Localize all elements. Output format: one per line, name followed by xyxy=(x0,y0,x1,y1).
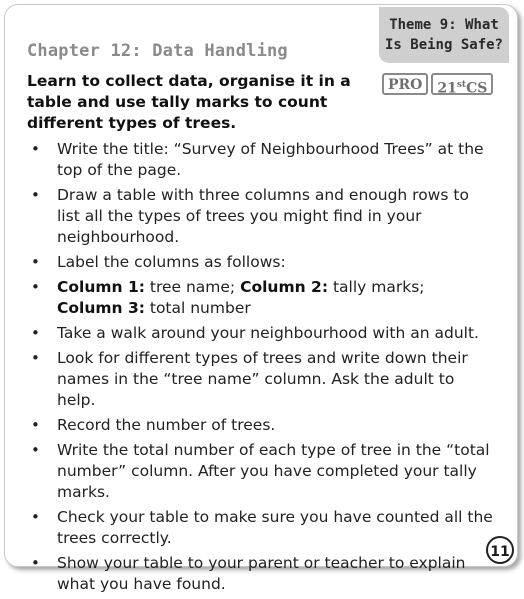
list-item-text: Check your table to make sure you have counted all the trees correctly. xyxy=(57,508,493,547)
badge-cs-number: 21 xyxy=(437,80,457,97)
list-item-columns xyxy=(27,277,495,319)
list-item-text: Look for different types of trees and write down their names in the “tree name” column. Ask the adult to help. xyxy=(57,349,468,409)
badge-cs-suffix: st xyxy=(456,80,467,90)
badge-group xyxy=(382,73,493,95)
list-item-text: Label the columns as follows: xyxy=(57,253,286,271)
list-item xyxy=(27,553,495,595)
column-2-text: tally marks; xyxy=(328,278,425,296)
list-item-text: Record the number of trees. xyxy=(57,416,276,434)
list-item xyxy=(27,440,495,503)
21st-cs-badge xyxy=(431,73,493,95)
column-3-text: total number xyxy=(144,299,251,317)
theme-line-1: Theme 9: What xyxy=(389,17,499,33)
list-item xyxy=(27,139,495,181)
list-item-text: Show your table to your parent or teacher to explain what you have found. xyxy=(57,554,466,593)
page-number: 11 xyxy=(486,536,514,564)
column-2-label: Column 2: xyxy=(240,278,329,296)
list-item xyxy=(27,185,495,248)
list-item xyxy=(27,507,495,549)
column-1-label: Column 1: xyxy=(57,278,145,296)
list-item-text: Write the title: “Survey of Neighbourhood Trees” at the top of the page. xyxy=(57,140,484,179)
list-item-text: Draw a table with three columns and enough rows to list all the types of trees you might find in your neighbourhood. xyxy=(57,186,469,246)
theme-line-2: Is Being Safe? xyxy=(384,37,503,53)
list-item xyxy=(27,323,495,344)
badge-cs-text: CS xyxy=(466,80,488,97)
list-item-text: Take a walk around your neighbourhood with an adult. xyxy=(57,324,479,342)
list-item xyxy=(27,348,495,411)
column-1-text: tree name; xyxy=(144,278,241,296)
page-card xyxy=(4,4,518,593)
chapter-title: Chapter 12: Data Handling xyxy=(27,41,288,61)
list-item xyxy=(27,415,495,436)
instruction-list xyxy=(27,139,495,599)
theme-tab xyxy=(379,7,509,63)
column-3-label: Column 3: xyxy=(57,299,145,317)
intro-text: Learn to collect data, organise it in a table and use tally marks to count different types of trees. xyxy=(27,72,351,132)
list-item-text: Write the total number of each type of tree in the “total number” column. After you have completed your tally marks. xyxy=(57,441,490,501)
list-item xyxy=(27,252,495,273)
pro-badge: PRO xyxy=(382,73,428,95)
